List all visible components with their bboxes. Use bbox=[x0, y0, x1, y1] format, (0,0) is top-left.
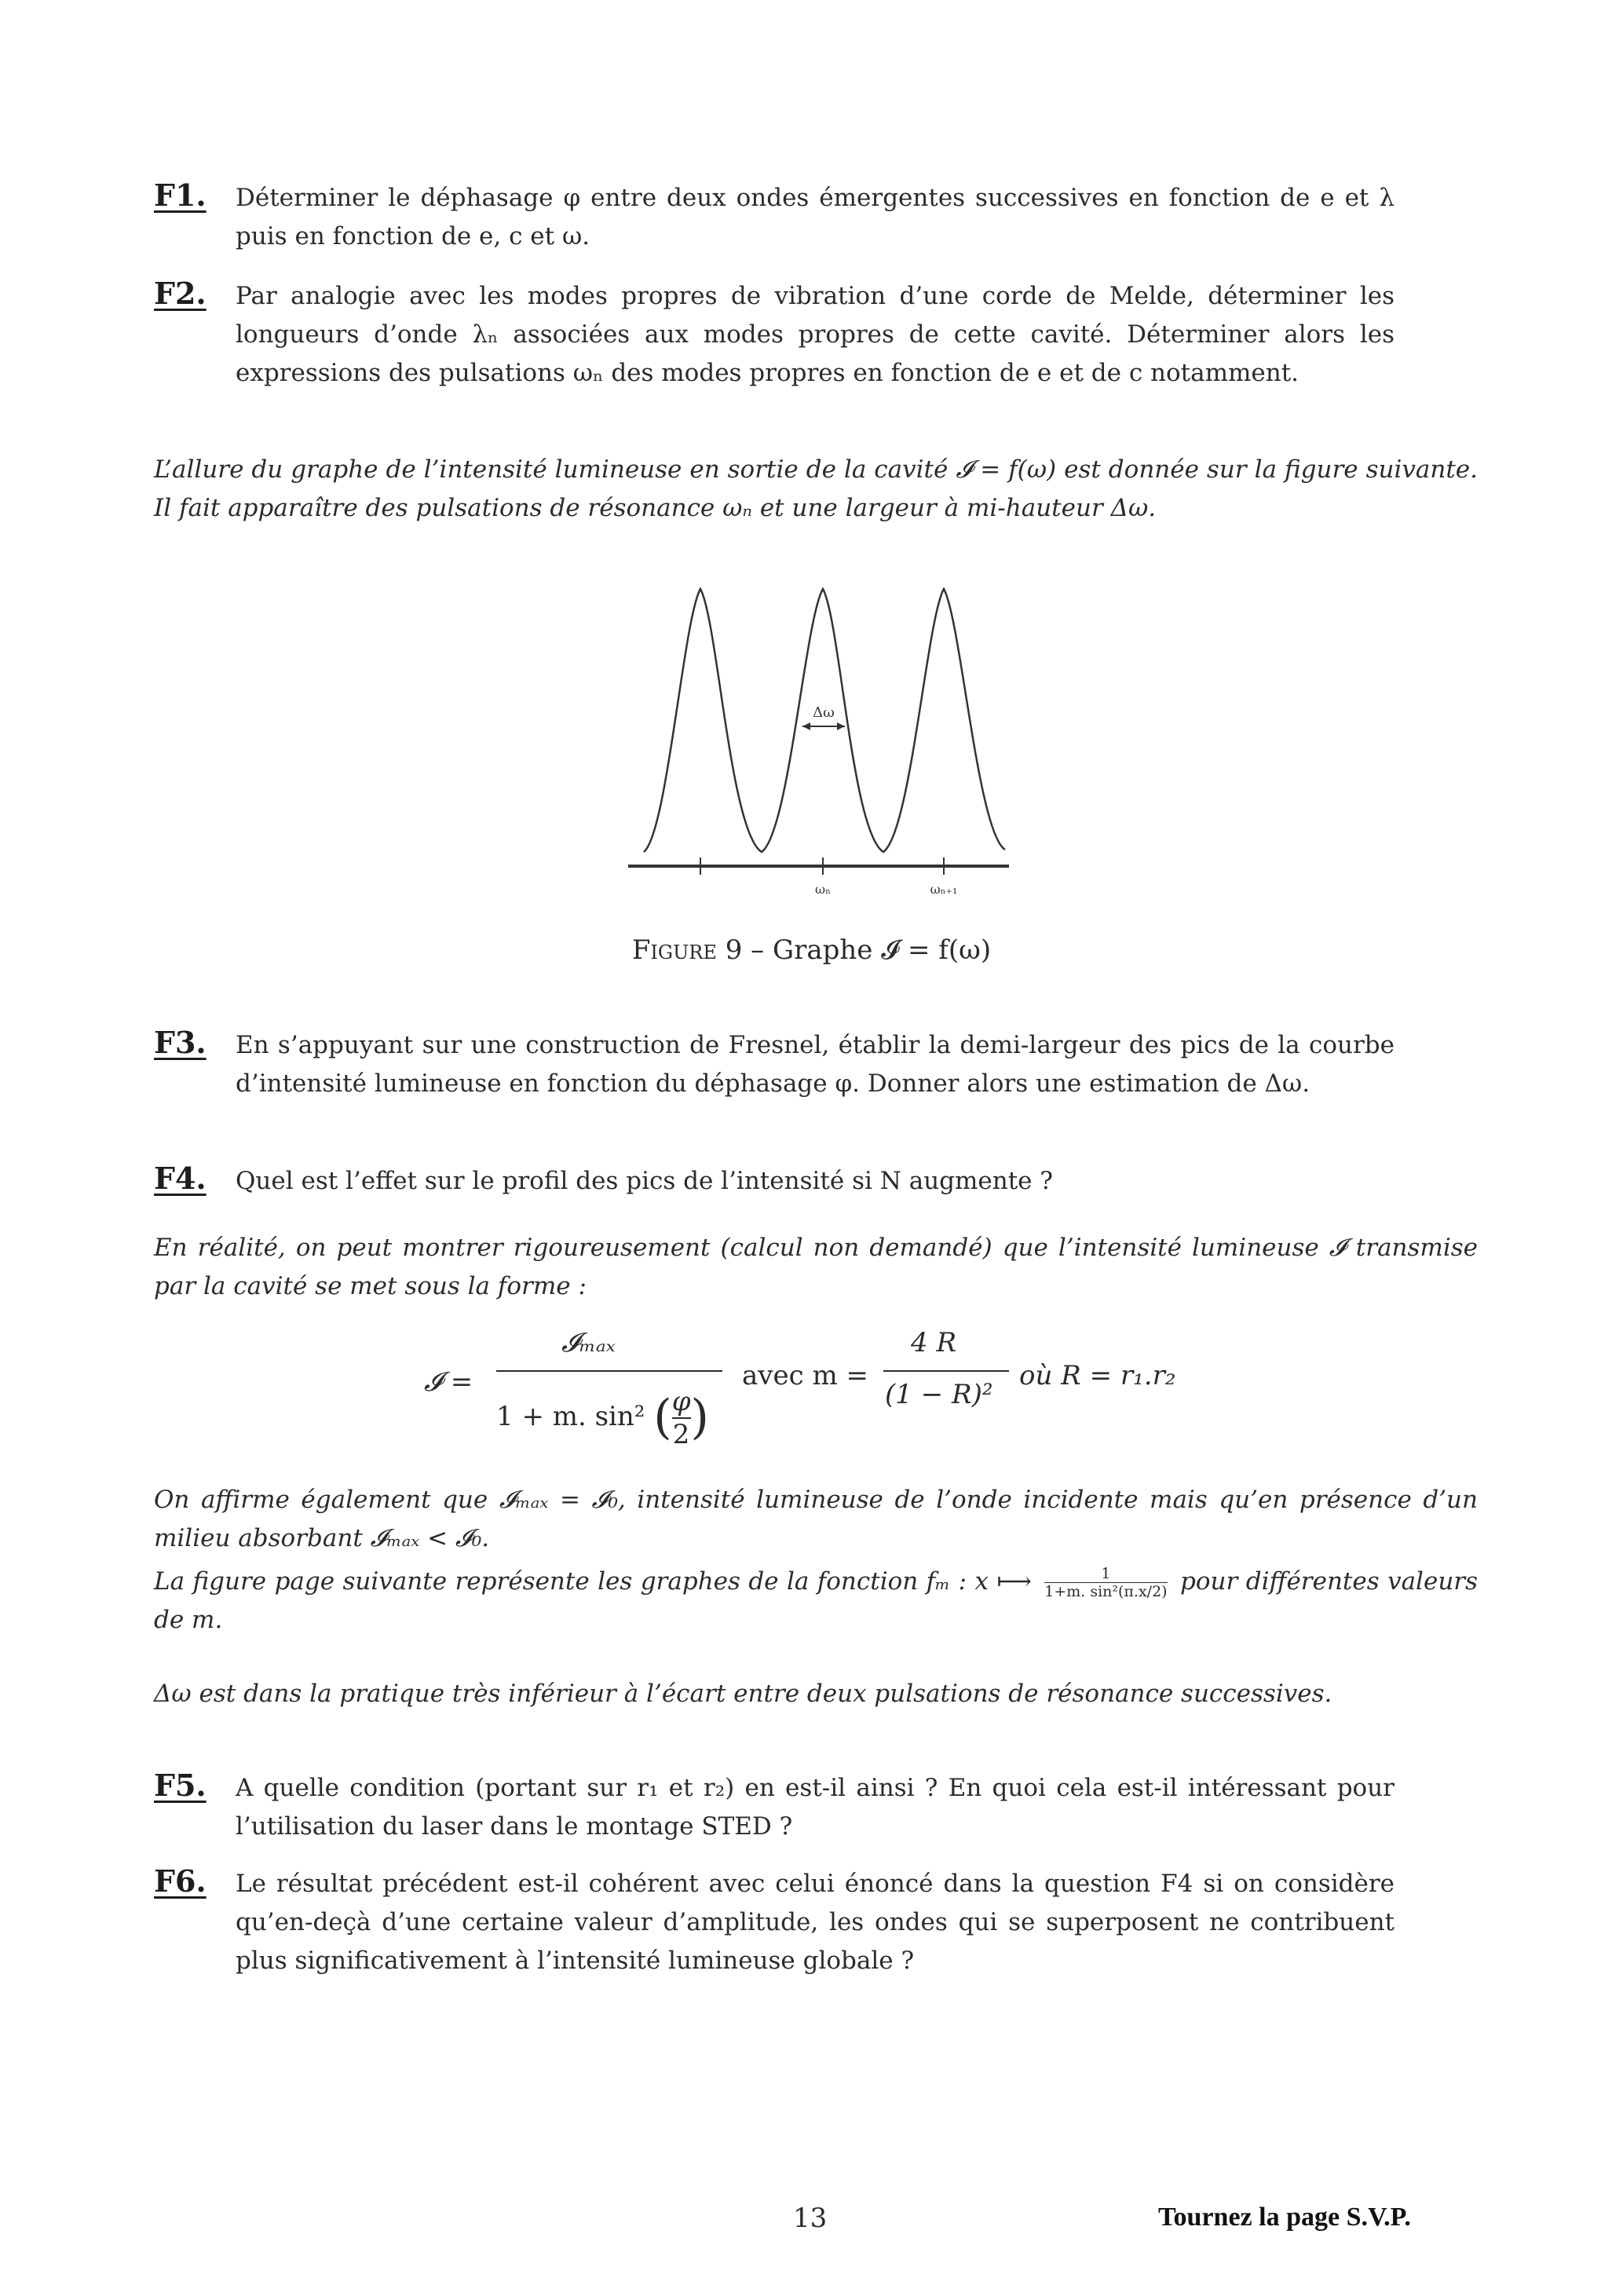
figure-page-start: La figure page suivante représente les graphes de la fonction fₘ : x ⟼ bbox=[154, 1567, 1032, 1596]
turn-page-note: Tournez la page S.V.P. bbox=[1158, 2203, 1411, 2232]
formula-numerator: 𝓘ₘₐₓ bbox=[561, 1327, 616, 1358]
question-text: Par analogie avec les modes propres de vibration d’une corde de Melde, déterminer les longueurs d’onde λₙ associées aux modes propres de cette cavité. Déterminer alors les expressions des pulsations ωₙ des modes propres en fonction de e et de c notamment. bbox=[236, 282, 1395, 387]
question-f1 bbox=[154, 179, 1395, 256]
paragraph-delta-omega: Δω est dans la pratique très inférieur à l’écart entre deux pulsations de résonance successives. bbox=[154, 1680, 1332, 1708]
question-f2 bbox=[154, 277, 1395, 393]
question-text: En s’appuyant sur une construction de Fresnel, établir la demi-largeur des pics de la courbe d’intensité lumineuse en fonction du déphasage φ. Donner alors une estimation de Δω. bbox=[236, 1031, 1395, 1098]
formula-avec: avec m = bbox=[742, 1360, 868, 1391]
paragraph-affirme: On affirme également que 𝓘ₘₐₓ = 𝓘₀, intensité lumineuse de l’onde incidente mais qu’en présence d’un milieu absorbant 𝓘ₘₐₓ < 𝓘₀. bbox=[154, 1486, 1478, 1552]
tick-label-omega-n1: ωₙ₊₁ bbox=[930, 882, 958, 897]
question-label: F1. bbox=[154, 177, 207, 213]
tick-label-omega-n: ωₙ bbox=[815, 882, 831, 897]
formula-denominator: 1 + m. sin² ( $\frac{\varphi}{2}$ ) bbox=[496, 1386, 709, 1450]
intensity-formula bbox=[0, 1327, 1623, 1450]
question-f4 bbox=[154, 1162, 1395, 1201]
figure-page-frac-num: 1 bbox=[1044, 1565, 1167, 1583]
paragraph-realite: En réalité, on peut montrer rigoureusement (calcul non demandé) que l’intensité lumineuse 𝓘 transmise par la cavité se met sous la forme : bbox=[154, 1234, 1478, 1300]
question-text: Le résultat précédent est-il cohérent avec celui énoncé dans la question F4 si on considère qu’en-deçà d’une certaine valeur d’amplitude, les ondes qui se superposent ne contribuent plus significativement à l’intensité lumineuse globale ? bbox=[236, 1870, 1395, 1975]
formula-fraction-bar-2 bbox=[883, 1370, 1009, 1372]
formula-numerator-2: 4 R bbox=[911, 1327, 957, 1358]
question-f6 bbox=[154, 1865, 1395, 1980]
paragraph-allure: L’allure du graphe de l’intensité lumineuse en sortie de la cavité 𝓘 = f(ω) est donnée sur la figure suivante. Il fait apparaître des pulsations de résonance ωₙ et une largeur à mi-hauteur Δω. bbox=[154, 455, 1478, 522]
formula-phi: φ bbox=[671, 1386, 691, 1417]
formula-lhs: 𝓘 = bbox=[424, 1366, 473, 1398]
delta-omega-label: Δω bbox=[813, 704, 835, 721]
question-text: Déterminer le déphasage φ entre deux ondes émergentes successives en fonction de e et λ puis en fonction de e, c et ω. bbox=[236, 184, 1395, 250]
formula-ou: où R = r₁.r₂ bbox=[1019, 1360, 1176, 1391]
formula-denominator-2: (1 − R)² bbox=[885, 1379, 993, 1410]
paragraph-figure-page bbox=[154, 1563, 1478, 1640]
question-label: F2. bbox=[154, 276, 207, 311]
figure-caption-rest: – Graphe 𝓘 = f(ω) bbox=[742, 934, 992, 966]
figure-caption bbox=[0, 934, 1623, 966]
figure-caption-prefix: Figure 9 bbox=[631, 934, 743, 966]
question-label: F4. bbox=[154, 1161, 207, 1196]
question-label: F5. bbox=[154, 1768, 207, 1803]
question-label: F6. bbox=[154, 1863, 207, 1899]
formula-fraction-bar bbox=[496, 1370, 722, 1372]
question-label: F3. bbox=[154, 1025, 207, 1060]
question-f3 bbox=[154, 1026, 1395, 1103]
figure-page-frac-den: 1+m. sin²(π.x/2) bbox=[1044, 1583, 1168, 1600]
formula-denominator-text: 1 + m. sin² bbox=[496, 1401, 645, 1432]
figure-page-end: pour différentes valeurs de m. bbox=[154, 1567, 1479, 1634]
question-text: A quelle condition (portant sur r₁ et r₂) en est-il ainsi ? En quoi cela est-il intéressant pour l’utilisation du laser dans le montage STED ? bbox=[236, 1774, 1395, 1841]
question-text: Quel est l’effet sur le profil des pics de l’intensité si N augmente ? bbox=[236, 1167, 1053, 1195]
formula-two: 2 bbox=[672, 1419, 690, 1450]
figure-9-graph bbox=[612, 573, 1021, 911]
question-f5 bbox=[154, 1769, 1395, 1846]
page-number: 13 bbox=[793, 2203, 828, 2234]
